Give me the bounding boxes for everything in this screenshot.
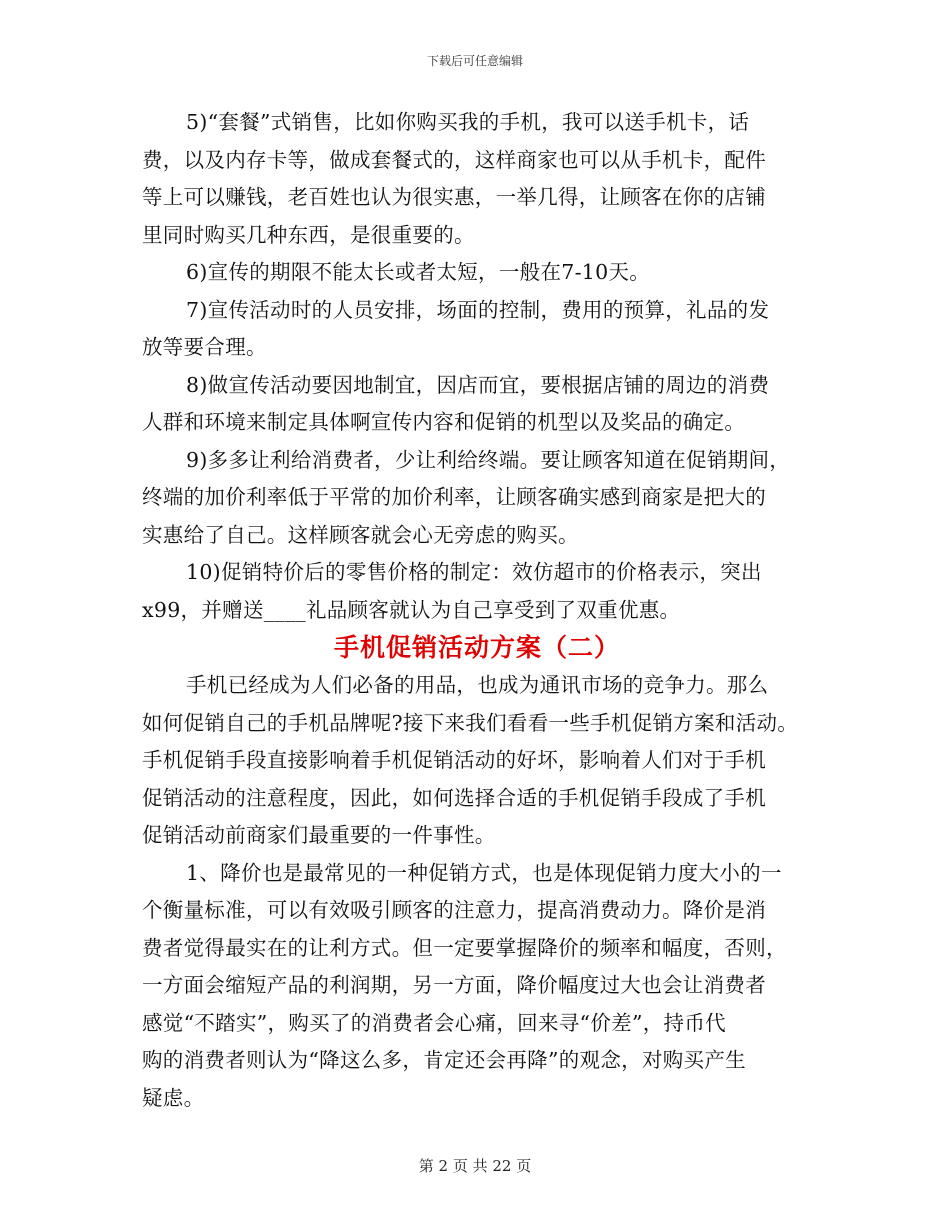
paragraph-line: 放等要合理。	[142, 335, 267, 359]
paragraph-group-top	[142, 104, 812, 629]
paragraph-line: 里同时购买几种东西，是很重要的。	[142, 222, 475, 247]
paragraph-line: 1、降价也是最常见的一种促销方式，也是体现促销力度大小的一	[186, 860, 782, 885]
paragraph	[142, 254, 812, 292]
paragraph	[142, 442, 812, 555]
paragraph-line: 一方面会缩短产品的利润期，另一方面，降价幅度过大也会让消费者	[142, 973, 766, 997]
paragraph	[142, 855, 812, 1118]
paragraph	[142, 367, 812, 442]
paragraph-line: 5)“套餐”式销售，比如你购买我的手机，我可以送手机卡，话	[186, 110, 750, 134]
paragraph-line: 终端的加价利率低于平常的加价利率，让顾客确实感到商家是把大的	[142, 485, 766, 509]
paragraph-line: 人群和环境来制定具体啊宣传内容和促销的机型以及奖品的确定。	[142, 410, 746, 434]
paragraph-line: 等上可以赚钱，老百姓也认为很实惠，一举几得，让顾客在你的店铺	[142, 185, 766, 209]
paragraph-line: 购的消费者则认为“降这么多，肯定还会再降”的观念，对购买产生	[142, 1048, 746, 1072]
paragraph-line: 10)促销特价后的零售价格的制定：效仿超市的价格表示，突出	[186, 560, 762, 584]
paragraph	[142, 104, 812, 254]
paragraph-line: 疑虑。	[142, 1085, 205, 1110]
paragraph-line: 费，以及内存卡等，做成套餐式的，这样商家也可以从手机卡，配件	[142, 147, 766, 172]
paragraph-line: 实惠给了自己。这样顾客就会心无旁虑的购买。	[142, 522, 579, 547]
paragraph	[142, 292, 812, 367]
paragraph-line: 费者觉得最实在的让利方式。但一定要掌握降价的频率和幅度，否则，	[142, 935, 787, 960]
paragraph-line: 手机促销手段直接影响着手机促销活动的好坏，影响着人们对于手机	[142, 748, 766, 772]
paragraph-line: 9)多多让利给消费者，少让利给终端。要让顾客知道在促销期间，	[186, 447, 791, 472]
paragraph-line: x99，并赠送____礼品顾客就认为自己享受到了双重优惠。	[142, 597, 681, 622]
page-footer: 第 2 页 共 22 页	[418, 1157, 532, 1175]
paragraph-group-bottom	[142, 667, 812, 1117]
paragraph-line: 如何促销自己的手机品牌呢?接下来我们看看一些手机促销方案和活动。	[142, 710, 799, 735]
page-header: 下载后可任意编辑	[426, 54, 523, 68]
document-body	[142, 104, 812, 1117]
paragraph	[142, 554, 812, 629]
paragraph-line: 个衡量标准，可以有效吸引顾客的注意力，提高消费动力。降价是消	[142, 898, 766, 922]
paragraph-line: 8)做宣传活动要因地制宜，因店而宜，要根据店铺的周边的消费	[186, 372, 770, 397]
paragraph-line: 手机已经成为人们必备的用品，也成为通讯市场的竞争力。那么	[186, 673, 769, 697]
paragraph-line: 感觉“不踏实”，购买了的消费者会心痛，回来寻“价差”，持币代	[142, 1010, 726, 1035]
paragraph-line: 促销活动的注意程度，因此，如何选择合适的手机促销手段成了手机	[142, 785, 766, 810]
paragraph-line: 7)宣传活动时的人员安排，场面的控制，费用的预算，礼品的发	[186, 297, 770, 322]
paragraph	[142, 667, 812, 855]
paragraph-line: 促销活动前商家们最重要的一件事性。	[142, 823, 496, 847]
section-title: 手机促销活动方案（二）	[333, 633, 620, 662]
paragraph-line: 6)宣传的期限不能太长或者太短，一般在7-10天。	[186, 260, 651, 284]
